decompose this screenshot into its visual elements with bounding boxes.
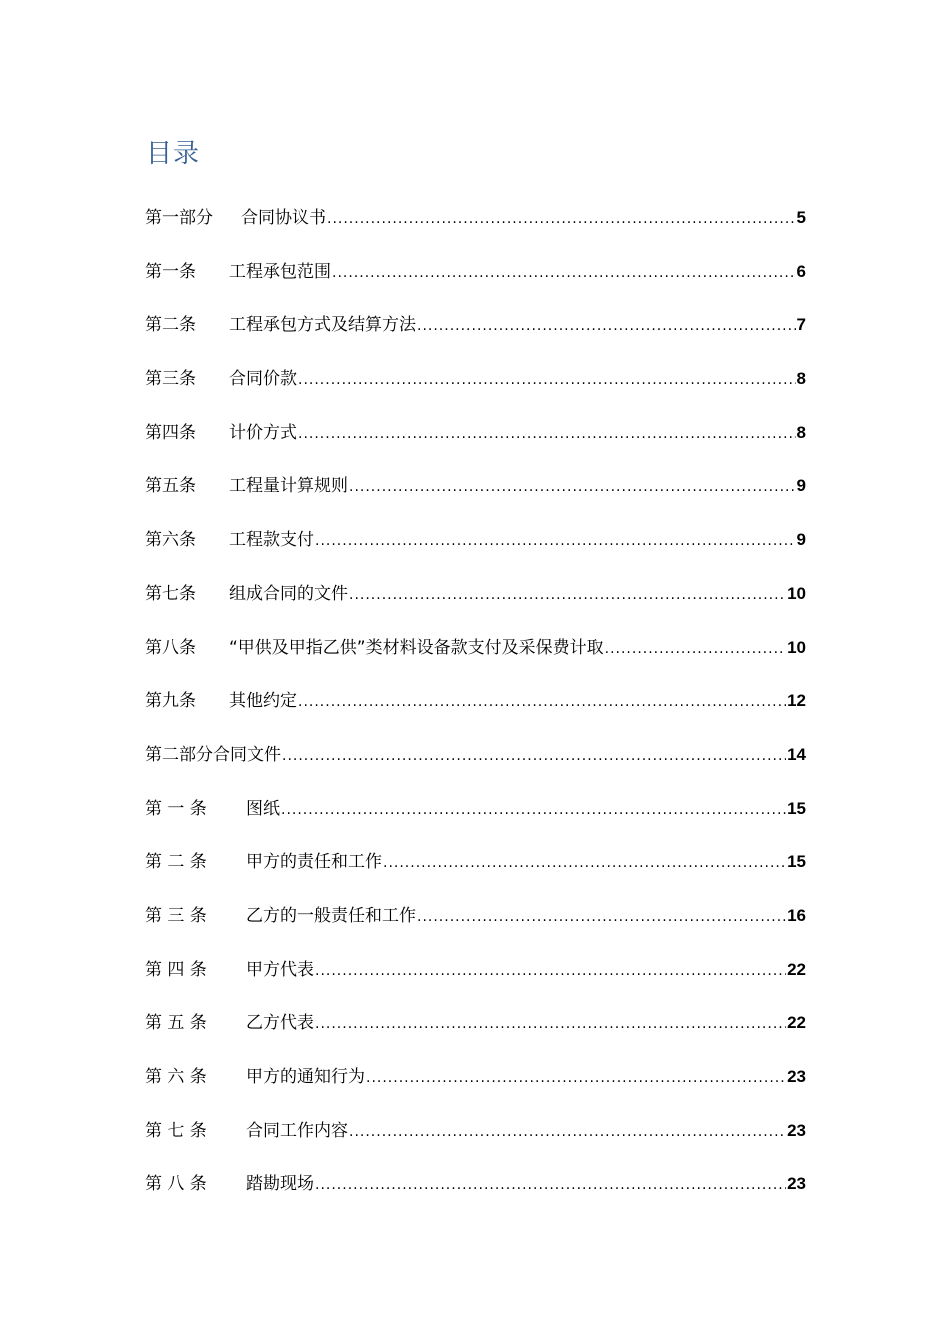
toc-entry-number: 第二条	[145, 315, 196, 336]
toc-entry-page: 9	[796, 530, 806, 550]
toc-entry-number: 第三条	[145, 369, 196, 390]
toc-entry-title: 合同工作内容	[246, 1120, 348, 1141]
toc-entry-page: 8	[796, 422, 806, 442]
toc-dot-leader	[605, 634, 786, 664]
toc-entry-page: 15	[787, 798, 806, 818]
toc-entry[interactable]	[145, 1116, 806, 1170]
toc-dot-leader	[298, 365, 796, 395]
toc-entry[interactable]	[145, 740, 806, 794]
toc-entry-page: 10	[787, 583, 806, 603]
toc-dot-leader	[315, 1170, 786, 1200]
toc-dot-leader	[366, 1063, 786, 1093]
toc-dot-leader	[281, 795, 786, 825]
toc-entry[interactable]	[145, 257, 806, 311]
toc-entry-title: 合同协议书	[241, 208, 326, 228]
toc-dot-leader	[298, 419, 796, 449]
toc-entry-title: 乙方的一般责任和工作	[246, 905, 416, 926]
toc-entry-page: 23	[787, 1120, 806, 1140]
toc-entry[interactable]	[145, 471, 806, 525]
toc-entry-number: 第六条	[145, 530, 196, 551]
toc-dot-leader	[383, 848, 786, 878]
toc-entry[interactable]	[145, 203, 806, 257]
toc-dot-leader	[327, 204, 796, 234]
toc-entry-page: 23	[787, 1067, 806, 1086]
toc-entry-number: 第 七 条	[145, 1120, 207, 1141]
toc-entry[interactable]	[145, 1169, 806, 1223]
toc-entry[interactable]	[145, 579, 806, 633]
toc-entry-title: 甲方的通知行为	[246, 1067, 365, 1087]
toc-entry[interactable]	[145, 901, 806, 955]
toc-dot-leader	[417, 311, 796, 341]
toc-entry-page: 22	[787, 1013, 806, 1033]
toc-entry[interactable]	[145, 1062, 806, 1116]
toc-entry-number: 第 二 条	[145, 852, 207, 873]
toc-entry-title: 踏勘现场	[246, 1174, 314, 1195]
toc-entry-number: 第七条	[145, 583, 196, 604]
toc-entry[interactable]	[145, 847, 806, 901]
toc-dot-leader	[349, 580, 786, 610]
toc-entry-title: 第二部分合同文件	[145, 744, 281, 765]
toc-entry[interactable]	[145, 633, 806, 687]
toc-entry[interactable]	[145, 364, 806, 418]
toc-entry[interactable]	[145, 1008, 806, 1062]
toc-entry-title: 甲方代表	[246, 959, 314, 980]
toc-entry-page: 7	[796, 315, 806, 335]
toc-entry[interactable]	[145, 310, 806, 364]
toc-entry-title: “甲供及甲指乙供”类材料设备款支付及采保费计取	[229, 637, 604, 658]
toc-entry-number: 第九条	[145, 691, 196, 712]
toc-entry-page: 6	[796, 261, 806, 281]
toc-entry[interactable]	[145, 955, 806, 1009]
toc-entry-page: 5	[796, 208, 806, 227]
toc-entry-page: 23	[787, 1174, 806, 1194]
toc-entry-page: 9	[796, 476, 806, 496]
toc-entry-page: 15	[787, 852, 806, 872]
toc-entry-title: 图纸	[246, 798, 280, 819]
toc-dot-leader	[332, 258, 796, 288]
toc-entry[interactable]	[145, 686, 806, 740]
toc-entry-number: 第五条	[145, 476, 196, 497]
toc-entry-number: 第 五 条	[145, 1013, 207, 1034]
toc-entry-number: 第 六 条	[145, 1067, 207, 1087]
toc-entry[interactable]	[145, 794, 806, 848]
toc-entry-number: 第 三 条	[145, 905, 207, 926]
toc-entry-number: 第八条	[145, 637, 196, 658]
toc-title: 目录	[146, 139, 201, 169]
toc-entry-number: 第 八 条	[145, 1174, 207, 1195]
toc-entry-page: 8	[796, 369, 806, 389]
toc-entry-page: 10	[787, 637, 806, 657]
toc-dot-leader	[315, 526, 796, 556]
toc-entry-page: 22	[787, 959, 806, 979]
toc-entry-title: 乙方代表	[246, 1013, 314, 1034]
toc-entry-title: 其他约定	[229, 691, 297, 712]
toc-entry-number: 第 一 条	[145, 798, 207, 819]
toc-entry-title: 工程量计算规则	[229, 476, 348, 497]
toc-entry-number: 第 四 条	[145, 959, 207, 980]
toc-entry-page: 12	[787, 691, 806, 711]
toc-entry-title: 工程承包方式及结算方法	[229, 315, 416, 336]
toc-entry-title: 工程承包范围	[229, 261, 331, 282]
toc-entry-page: 14	[787, 744, 806, 764]
toc-entry-number: 第一条	[145, 261, 196, 282]
toc-dot-leader	[315, 1009, 786, 1039]
toc-dot-leader	[298, 687, 786, 717]
toc-dot-leader	[417, 902, 786, 932]
toc-entry-number: 第一部分	[145, 208, 213, 228]
toc-entry-title: 甲方的责任和工作	[246, 852, 382, 873]
toc-entry[interactable]	[145, 418, 806, 472]
toc-dot-leader	[349, 1117, 786, 1147]
toc-dot-leader	[282, 741, 786, 771]
toc-entry-page: 16	[787, 905, 806, 925]
toc-dot-leader	[315, 956, 786, 986]
toc-list	[145, 203, 806, 1223]
toc-entry[interactable]	[145, 525, 806, 579]
toc-dot-leader	[349, 472, 796, 502]
toc-entry-title: 组成合同的文件	[229, 583, 348, 604]
toc-entry-title: 工程款支付	[229, 530, 314, 551]
toc-entry-title: 计价方式	[229, 422, 297, 443]
toc-entry-title: 合同价款	[229, 369, 297, 390]
toc-entry-number: 第四条	[145, 422, 196, 443]
